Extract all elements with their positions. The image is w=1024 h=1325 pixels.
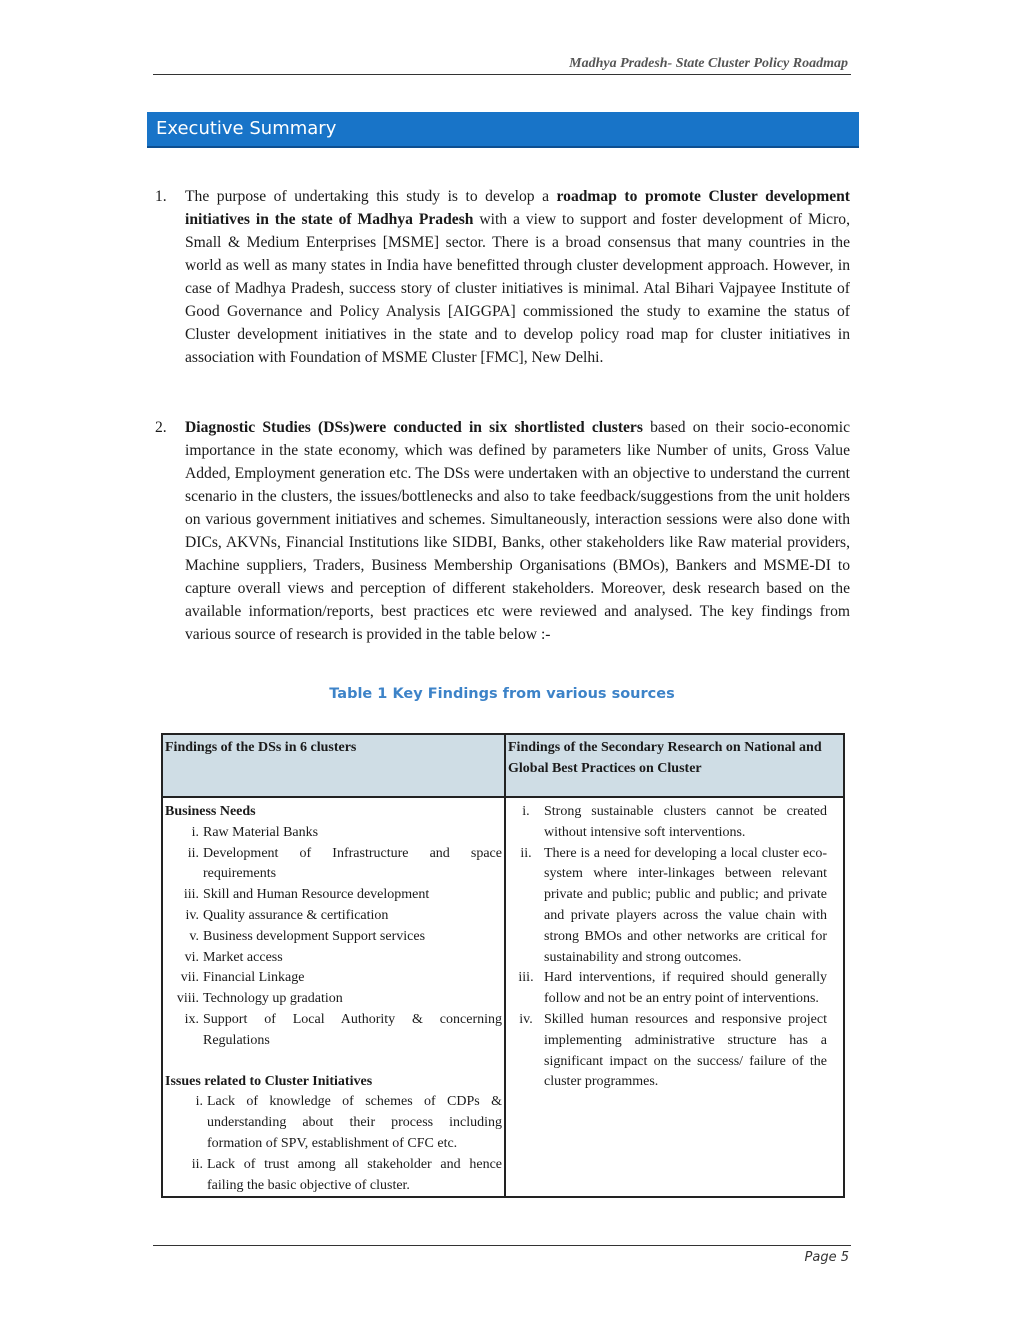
item-text: Development of Infrastructure and space requirements: [203, 845, 502, 882]
item-text: Market access: [203, 949, 283, 965]
item-text: Support of Local Authority & concerning Regulations: [203, 1011, 502, 1048]
item-number: iii.: [518, 970, 534, 986]
issues-heading: Issues related to Cluster Initiatives: [165, 1073, 373, 1089]
table-header-row: [162, 734, 844, 797]
paragraph-2: [155, 416, 850, 646]
item-number: ii.: [520, 845, 532, 861]
item-number: viii.: [176, 991, 199, 1007]
item-number: iii.: [183, 887, 199, 903]
item-number: vi.: [184, 949, 199, 965]
section-heading-bar: [147, 112, 859, 148]
item-number: i.: [195, 1094, 203, 1110]
list-item: [165, 989, 502, 1010]
list-item: [508, 1010, 841, 1093]
list-item: [165, 927, 502, 948]
paragraph-emphasis: roadmap to promote Cluster development initiatives in the state of Madhya Pradesh: [185, 188, 850, 228]
item-number: iv.: [185, 907, 199, 923]
findings-table: [161, 733, 845, 1198]
table-caption: Table 1 Key Findings from various sources: [329, 686, 675, 702]
table-header-secondary: Findings of the Secondary Research on National and Global Best Practices on Cluster: [505, 734, 844, 797]
paragraph-body: [185, 416, 850, 646]
footer-rule: [153, 1245, 851, 1246]
paragraph-number: 2.: [155, 419, 167, 436]
header-rule: [153, 74, 851, 75]
item-text: Hard interventions, if required should generally follow and not be an entry point of interventions.: [544, 970, 827, 1007]
item-text: Skilled human resources and responsive project implementing administrative structure has a significant impact on the success/ failure of the cluster programmes.: [544, 1011, 827, 1090]
paragraph-number: 1.: [155, 188, 167, 205]
list-item: [508, 844, 841, 969]
item-text: Raw Material Banks: [203, 824, 319, 840]
paragraph-emphasis: Diagnostic Studies (DSs)were conducted in six shortlisted clusters: [185, 419, 643, 436]
right-findings-cell: [505, 797, 844, 1197]
item-number: vii.: [180, 970, 199, 986]
item-number: i.: [191, 824, 199, 840]
paragraph-1: [155, 185, 850, 369]
item-text: Lack of knowledge of schemes of CDPs & understanding about their process including formation of SPV, establishment of CFC etc.: [207, 1094, 502, 1151]
list-item: [165, 823, 502, 844]
section-title: Executive Summary: [156, 118, 337, 139]
table-row: [162, 797, 844, 1197]
list-item: [165, 968, 502, 989]
paragraph-body: [185, 185, 850, 369]
list-item: [165, 885, 502, 906]
item-text: Financial Linkage: [203, 970, 305, 986]
item-text: Lack of trust among all stakeholder and hence failing the basic objective of cluster.: [207, 1156, 502, 1193]
item-number: v.: [189, 928, 199, 944]
list-item: [165, 1155, 502, 1197]
item-number: ii.: [191, 1156, 203, 1172]
paragraph-text: The purpose of undertaking this study is to develop a: [185, 188, 557, 205]
table-header-dss: Findings of the DSs in 6 clusters: [162, 734, 505, 797]
paragraph-text: with a view to support and foster development of Micro, Small & Medium Enterprises [MSME] sector. There is a broad consensus that many countries in the world as well as many states in India have benefitted through cluster development approach. However, in case of Madhya Pradesh, success story of cluster initiatives is minimal. Atal Bihari Vajpayee Institute of Good Governance and Policy Analysis [AIGGPA] commissioned the study to examine the status of Cluster development initiatives in the state and to develop policy road map for cluster initiatives in association with Foundation of MSME Cluster [FMC], New Delhi.: [185, 211, 850, 366]
list-item: [165, 948, 502, 969]
item-text: There is a need for developing a local cluster eco-system where inter-linkages between relevant private and public; public and public; and private and private players across the value chain with strong BMOs and other networks are critical for sustainability and strong outcomes.: [544, 845, 827, 965]
item-number: ix.: [184, 1011, 199, 1027]
spacer: [165, 1052, 502, 1072]
item-number: i.: [522, 804, 530, 819]
item-text: Strong sustainable clusters cannot be created without intensive soft interventions.: [544, 804, 827, 840]
item-text: Business development Support services: [203, 928, 426, 944]
item-number: iv.: [519, 1011, 533, 1027]
list-item: [508, 968, 841, 1010]
list-item: [165, 1092, 502, 1154]
list-item: [165, 906, 502, 927]
left-findings-cell: [162, 797, 505, 1197]
business-needs-heading: Business Needs: [165, 804, 256, 819]
item-text: Technology up gradation: [203, 991, 343, 1007]
item-text: Skill and Human Resource development: [203, 887, 430, 903]
item-text: Quality assurance & certification: [203, 907, 389, 923]
item-number: ii.: [187, 845, 199, 861]
list-item: [508, 802, 841, 844]
list-item: [165, 844, 502, 886]
page-number: Page 5: [804, 1250, 849, 1265]
running-header: Madhya Pradesh- State Cluster Policy Roadmap: [569, 56, 848, 71]
paragraph-text: based on their socio-economic importance in the state economy, which was defined by parameters like Number of units, Gross Value Added, Employment generation etc. The DSs were undertaken with an objective to understand the current scenario in the clusters, the issues/bottlenecks and also to take feedback/suggestions from the unit holders on various government initiatives and schemes. Simultaneously, interaction sessions were also done with DICs, AKVNs, Financial Institutions like SIDBI, Banks, other stakeholders like Raw material providers, Machine suppliers, Traders, Business Membership Organisations (BMOs), Bankers and MSME-DI to capture overall views and perception of different stakeholders. Moreover, desk research based on the available information/reports, best practices etc were reviewed and analysed. The key findings from various source of research is provided in the table below :-: [185, 419, 850, 643]
list-item: [165, 1010, 502, 1052]
